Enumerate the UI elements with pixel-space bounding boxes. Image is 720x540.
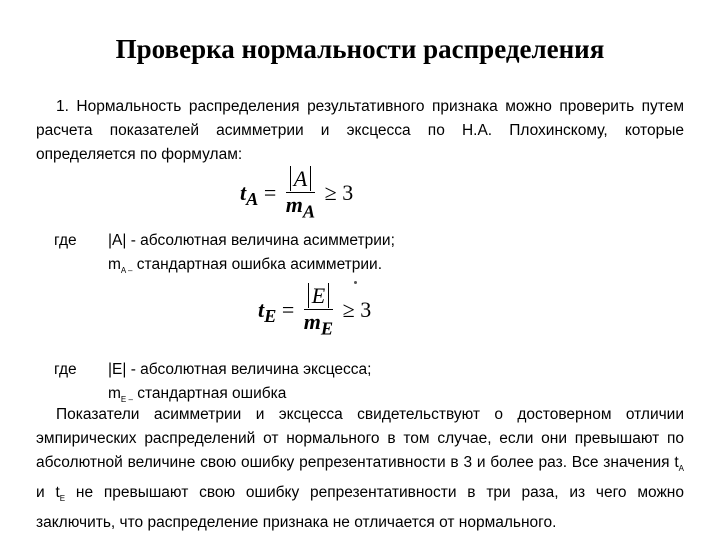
where-label: где	[54, 361, 77, 378]
definition-line: |A| - абсолютная величина асимметрии;	[108, 232, 395, 249]
formula-fraction	[286, 166, 315, 223]
formula-denominator: $m_A$	[285, 192, 316, 222]
formula-equals: =	[263, 179, 277, 205]
formula-numerator: E	[304, 283, 333, 310]
formula-denominator: $m_E$	[303, 309, 334, 339]
formula-lhs-sub: A	[246, 189, 259, 210]
formula-relation: ≥ 3	[324, 179, 354, 205]
formula-lhs-sub: E	[264, 306, 277, 327]
formula-asymmetry	[240, 166, 353, 223]
conclusion-paragraph: Показатели асимметрии и эксцесса свидетельствуют о достоверном отличии эмпирических распределений от нормального в том случае, если они превышают по абсолютной величине свою ошибку репрезентативности в 3 и более раз. Все значения $t_A$ и $t_E$ не превышают свою ошибку репрезентативности в три раза, из чего можно заключить, что распределение признака не отличается от нормального.	[36, 406, 684, 532]
definition-line: $m_{A -}$ стандартная ошибка асимметрии.	[108, 256, 383, 276]
formula-numerator: A	[286, 166, 315, 193]
definitions-asymmetry	[54, 229, 395, 283]
formula-relation: ≥ 3	[342, 296, 372, 322]
where-label: где	[54, 232, 77, 249]
intro-paragraph: 1. Нормальность распределения результативного признака можно проверить путем расчета показателей асимметрии и эксцесса по Н.А. Плохинскому, которые определяется по формулам:	[36, 98, 684, 163]
definition-line: $m_{E -}$ стандартная ошибка	[108, 385, 287, 405]
formula-excess	[258, 283, 371, 340]
formula-equals: =	[281, 296, 295, 322]
formula-lhs-var: t	[240, 179, 247, 205]
definition-line: |E| - абсолютная величина эксцесса;	[108, 361, 372, 378]
formula-fraction	[304, 283, 333, 340]
formula-lhs-var: t	[258, 296, 265, 322]
page-title: Проверка нормальности распределения	[115, 34, 605, 64]
